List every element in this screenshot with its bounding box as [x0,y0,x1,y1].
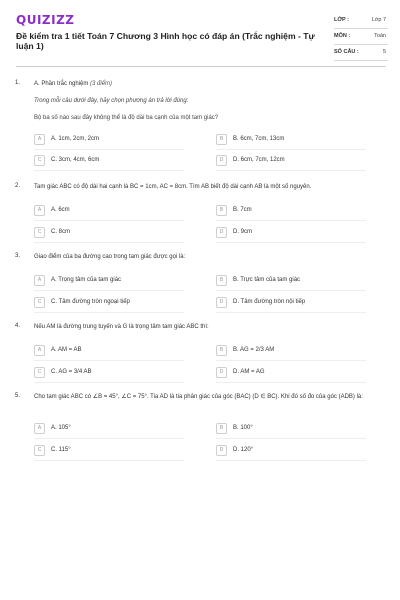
quizizz-logo: QUIZIZZ [16,13,75,27]
option-letter-box: A [34,134,45,145]
question-number: 3. [15,253,21,259]
option-text: C. AG = 3/4 AB [51,369,92,375]
option-a[interactable] [34,134,184,147]
option-a[interactable] [34,345,184,358]
option-a[interactable] [34,423,184,436]
option-letter-box: C [34,445,45,456]
option-b[interactable] [216,423,366,436]
question-number: 1. [15,80,21,86]
question-instruction: Trong mỗi câu dưới đây, hãy chọn phương án trả lời đúng: [34,98,189,104]
option-d[interactable] [216,297,366,310]
meta-key: LỚP : [334,17,349,23]
option-letter-box: C [34,227,45,238]
option-d[interactable] [216,367,366,380]
option-a[interactable] [34,275,184,288]
question-number: 4. [15,323,21,329]
question-number: 2. [15,183,21,189]
option-letter-box: D [216,367,227,378]
meta-key: MÔN : [334,33,351,39]
option-letter-box: D [216,445,227,456]
option-letter-box: A [34,345,45,356]
option-text: D. AM = AG [233,369,265,375]
option-text: D. 9cm [233,229,253,235]
meta-row-class [334,13,388,29]
option-b[interactable] [216,205,366,218]
option-text: A. 105° [51,425,71,431]
option-letter-box: A [34,275,45,286]
option-letter-box: B [216,134,227,145]
option-text: D. Tâm đường tròn nội tiếp [233,299,306,305]
question-text: Nếu AM là đường trung tuyến và G là trọng tâm tam giác ABC thì: [34,324,209,330]
question-text: Tam giác ABC có độ dài hai cạnh là BC = 1cm, AC = 8cm. Tìm AB biết độ dài cạnh AB là một số nguyên. [34,184,312,190]
question-heading: A. Phần trắc nghiệm [34,81,89,87]
option-text: A. Trọng tâm của tam giác [51,277,122,283]
header-divider [16,66,386,67]
option-letter-box: A [34,205,45,216]
question-number: 5. [15,393,21,399]
option-c[interactable] [34,155,184,168]
option-letter-box: B [216,345,227,356]
option-text: D. 120° [233,447,254,453]
option-text: B. 100° [233,425,253,431]
meta-panel [334,13,388,61]
option-text: A. AM = AB [51,347,82,353]
option-letter-box: B [216,423,227,434]
option-b[interactable] [216,275,366,288]
option-text: D. 6cm, 7cm, 12cm [233,157,285,163]
question-prompt: Bộ ba số nào sau đây không thể là độ dài ba cạnh của một tam giác? [34,115,219,121]
meta-row-subject [334,29,388,45]
option-letter-box: C [34,297,45,308]
option-c[interactable] [34,297,184,310]
option-c[interactable] [34,227,184,240]
option-letter-box: A [34,423,45,434]
document-title: Đề kiểm tra 1 tiết Toán 7 Chương 3 Hình học có đáp án (Trắc nghiệm - Tự luận 1) [16,31,315,51]
meta-value: Toán [374,33,386,39]
option-d[interactable] [216,445,366,458]
option-b[interactable] [216,345,366,358]
option-c[interactable] [34,445,184,458]
option-d[interactable] [216,155,366,168]
option-letter-box: D [216,297,227,308]
option-text: C. 115° [51,447,71,453]
option-c[interactable] [34,367,184,380]
option-text: B. AG = 2/3 AM [233,347,275,353]
option-letter-box: D [216,155,227,166]
question-text: Giao điểm của ba đường cao trong tam giác được gọi là: [34,254,186,260]
option-text: C. Tâm đường tròn ngoại tiếp [51,299,130,305]
question-text: Cho tam giác ABC có ∠B = 45°, ∠C = 75°. Tia AD là tia phân giác của góc (BAC) (D ∈ BC). Khi đó số đo của góc (ADB) là: [34,394,363,400]
option-letter-box: D [216,227,227,238]
option-text: C. 3cm, 4cm, 6cm [51,157,100,163]
option-text: B. 7cm [233,207,252,213]
question-note: (3 điểm) [90,81,113,87]
option-text: A. 6cm [51,207,70,213]
meta-value: Lớp 7 [371,17,386,23]
option-letter-box: B [216,205,227,216]
option-d[interactable] [216,227,366,240]
meta-value: 5 [382,49,386,55]
question-text [34,80,386,89]
option-letter-box: B [216,275,227,286]
option-letter-box: C [34,155,45,166]
meta-key: SỐ CÂU : [334,49,359,55]
option-text: B. 6cm, 7cm, 13cm [233,136,285,142]
option-text: B. Trực tâm của tam giác [233,277,301,283]
option-b[interactable] [216,134,366,147]
meta-row-count [334,45,388,61]
option-a[interactable] [34,205,184,218]
option-text: C. 8cm [51,229,71,235]
option-text: A. 1cm, 2cm, 2cm [51,136,100,142]
option-letter-box: C [34,367,45,378]
